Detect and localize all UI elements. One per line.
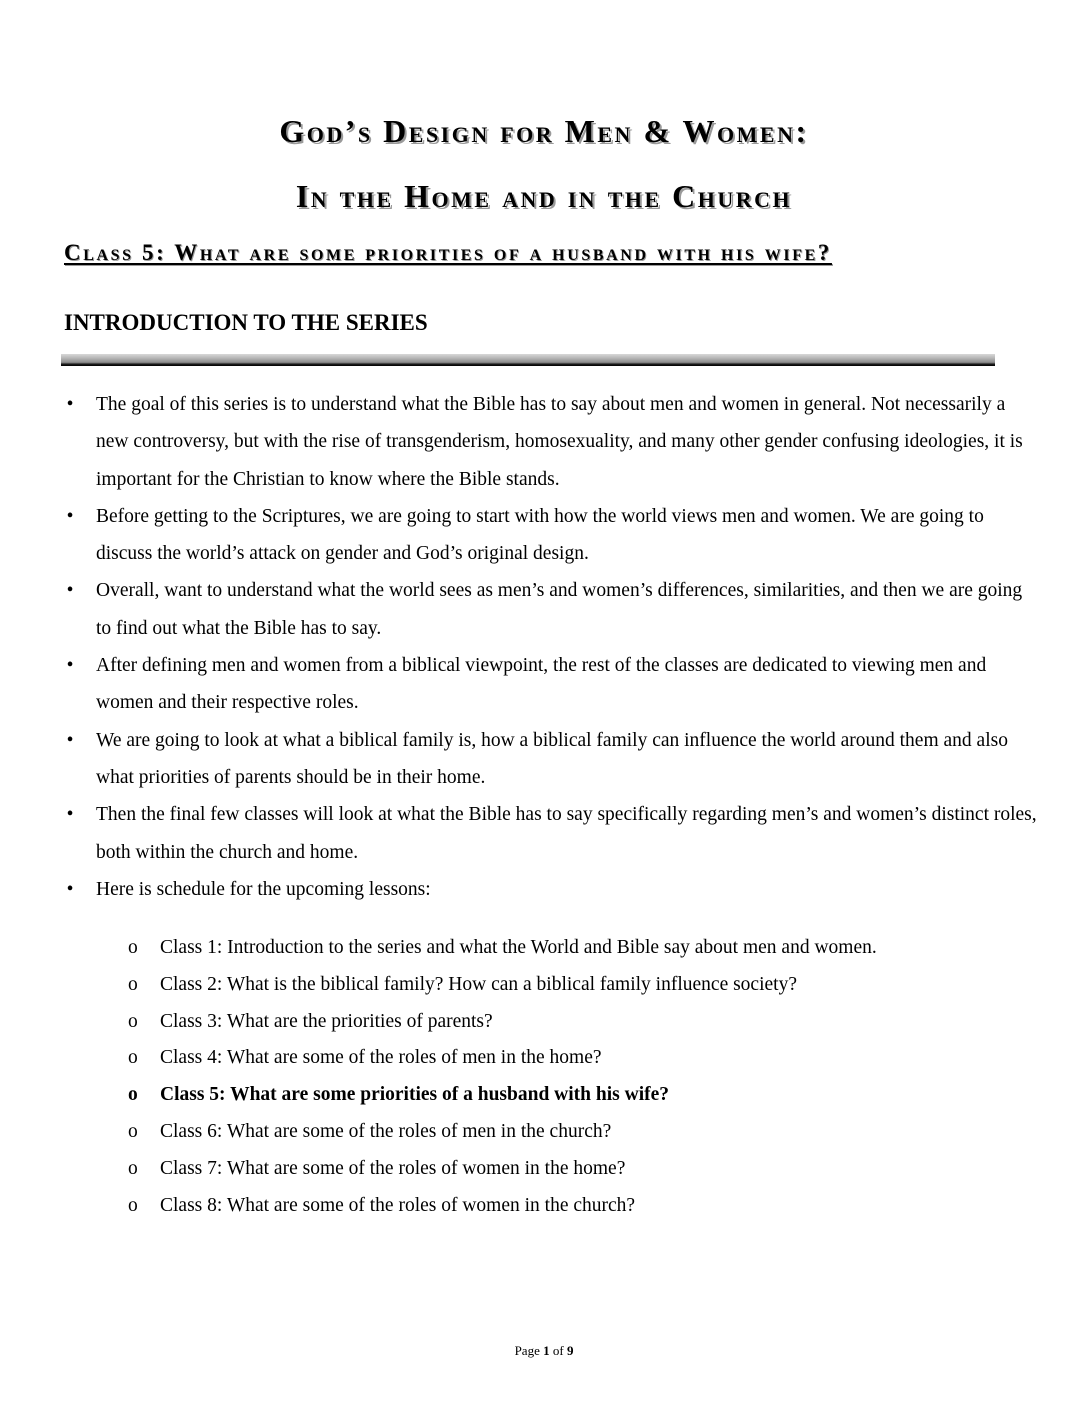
bullet-text: After defining men and women from a biblical viewpoint, the rest of the classes are dedicated to viewing men and women and their respective roles. — [96, 655, 987, 714]
circle-bullet-icon: o — [128, 1157, 138, 1179]
page-footer — [0, 1343, 1088, 1359]
schedule-item-class-5 — [0, 1077, 1088, 1114]
schedule-item-text: Class 8: What are some of the roles of women in the church? — [160, 1194, 636, 1216]
page-total: 9 — [566, 1343, 574, 1358]
schedule-item-text: Class 1: Introduction to the series and what the World and Bible say about men and women. — [160, 937, 877, 958]
document-title-line1: God’s Design for Men & Women: — [279, 113, 809, 149]
circle-bullet-icon: o — [128, 1010, 138, 1032]
bullet-icon: • — [66, 580, 74, 602]
section-divider — [61, 354, 995, 366]
bullet-text: Overall, want to understand what the world sees as men’s and women’s differences, similarities, and then we are going to find out what the Bible has to say. — [96, 580, 1023, 639]
schedule-item-class-7 — [0, 1151, 1088, 1188]
bullet-icon: • — [66, 729, 74, 751]
schedule-item-class-2 — [0, 967, 1088, 1004]
bullet-text: Here is schedule for the upcoming lessons: — [96, 878, 431, 900]
bullet-item — [0, 722, 1088, 797]
bullet-icon: • — [66, 505, 74, 527]
circle-bullet-icon: o — [128, 973, 138, 995]
bullet-icon: • — [66, 655, 74, 677]
schedule-item-class-8 — [0, 1188, 1088, 1225]
intro-bullet-list — [0, 386, 1088, 908]
schedule-item-text: Class 7: What are some of the roles of women in the home? — [160, 1157, 626, 1179]
class-heading: Class 5: What are some priorities of a husband with his wife? — [64, 240, 832, 265]
bullet-text: Then the final few classes will look at what the Bible has to say specifically regarding men’s and women’s distinct roles, both within the church and home. — [96, 804, 1037, 863]
bullet-icon: • — [66, 394, 74, 415]
bullet-icon: • — [66, 804, 74, 826]
schedule-item-text: Class 6: What are some of the roles of men in the church? — [160, 1120, 612, 1142]
schedule-item-text: Class 5: What are some priorities of a husband with his wife? — [160, 1084, 670, 1106]
bullet-item — [0, 572, 1088, 647]
circle-bullet-icon: o — [128, 1047, 138, 1069]
bullet-text: The goal of this series is to understand what the Bible has to say about men and women in general. Not necessarily a new controversy, but with the rise of transgenderism, homosexuality, and many other gender confusing ideologies, it is important for the Christian to know where the Bible stands. — [96, 394, 1023, 490]
schedule-list — [0, 930, 1088, 1224]
bullet-item — [0, 871, 1088, 908]
schedule-item-class-1 — [0, 930, 1088, 967]
schedule-item-text: Class 3: What are the priorities of parents? — [160, 1010, 493, 1032]
page-of-label: of — [552, 1343, 564, 1358]
bullet-icon: • — [66, 878, 74, 900]
circle-bullet-icon: o — [128, 1120, 138, 1142]
section-heading: INTRODUCTION TO THE SERIES — [64, 310, 428, 335]
bullet-text: We are going to look at what a biblical family is, how a biblical family can influence the world around them and also what priorities of parents should be in their home. — [96, 729, 1008, 788]
page-label: Page — [514, 1343, 540, 1358]
schedule-item-class-4 — [0, 1040, 1088, 1077]
page-number: 1 — [543, 1343, 550, 1358]
bullet-item — [0, 796, 1088, 871]
bullet-item — [0, 647, 1088, 722]
circle-bullet-icon: o — [128, 1084, 138, 1106]
document-title-line2: In the Home and in the Church — [295, 178, 793, 214]
schedule-item-class-3 — [0, 1004, 1088, 1041]
schedule-item-text: Class 2: What is the biblical family? How can a biblical family influence society? — [160, 973, 797, 995]
circle-bullet-icon: o — [128, 937, 138, 958]
bullet-item — [0, 498, 1088, 573]
bullet-text: Before getting to the Scriptures, we are going to start with how the world views men and women. We are going to discuss the world’s attack on gender and God’s original design. — [96, 505, 984, 565]
schedule-item-text: Class 4: What are some of the roles of men in the home? — [160, 1047, 602, 1069]
schedule-item-class-6 — [0, 1114, 1088, 1151]
bullet-item — [0, 386, 1088, 498]
circle-bullet-icon: o — [128, 1194, 138, 1216]
